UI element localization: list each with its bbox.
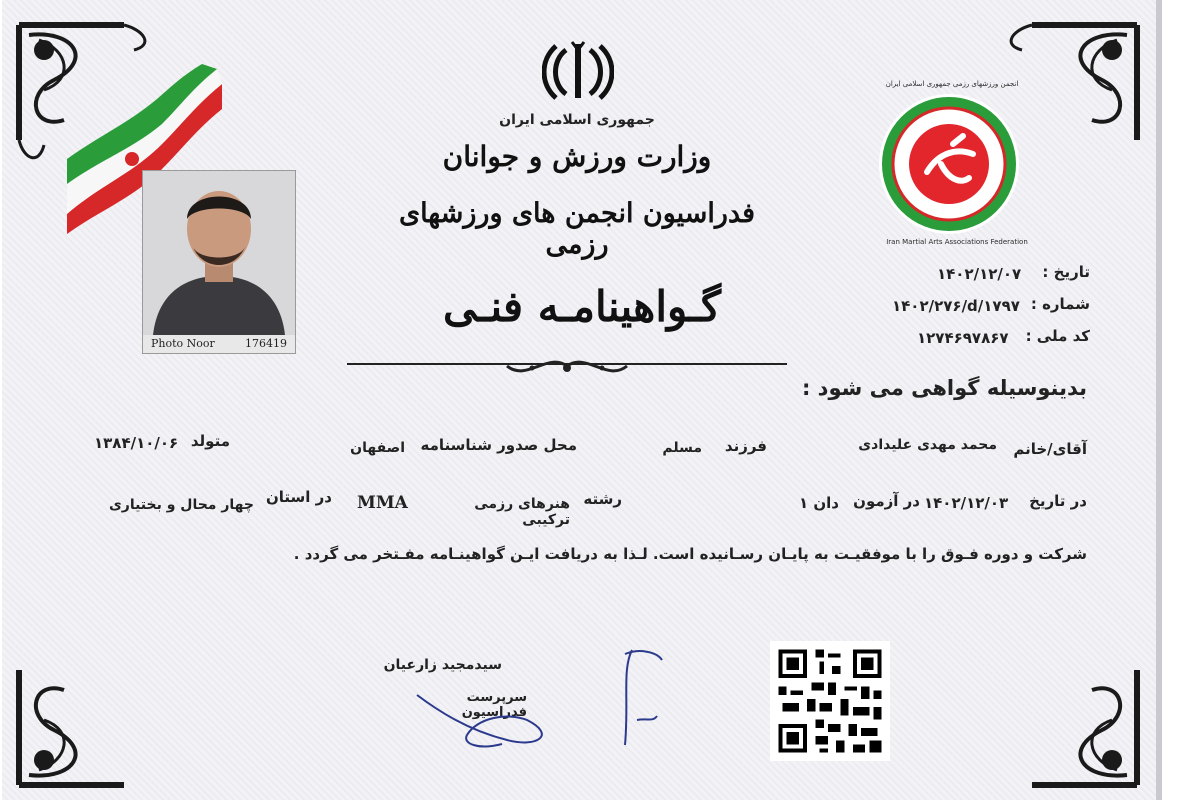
date-label: تاریخ : (1042, 263, 1090, 281)
date-value: ۱۴۰۲/۱۲/۰۷ (937, 265, 1022, 283)
closing-text: شرکت و دوره فـوق را با موفقیـت به پایـان رسـانیده است. لـذا به دریافت ایـن گواهینـامه مفـتخر می گردد . (293, 545, 1087, 563)
number-value: ۱۴۰۲/۲۷۶/d/۱۷۹۷ (892, 297, 1020, 315)
exam-date-label: در تاریخ (1029, 492, 1087, 510)
field-label: رشته (583, 490, 622, 508)
field-value: هنرهای رزمی ترکیبی (474, 496, 570, 528)
birth-date: ۱۳۸۴/۱۰/۰۶ (94, 434, 179, 452)
logo-arc-text-bottom: Iran Martial Arts Associations Federation (886, 238, 1028, 246)
government-title: جمهوری اسلامی ایران (499, 112, 655, 128)
exam-label: در آزمون (853, 492, 920, 510)
signer-role: سرپرست فدراسیون (461, 690, 527, 720)
national-id-label: کد ملی : (1025, 327, 1090, 345)
federation-logo-icon (869, 92, 1029, 237)
holder-photo (142, 170, 296, 354)
province-label: در استان (265, 488, 332, 506)
photo-caption (143, 335, 295, 353)
rank-value: دان ۱ (798, 494, 839, 512)
issue-place-label: محل صدور شناسنامه (420, 436, 577, 454)
issue-place: اصفهان (350, 440, 405, 456)
title-divider-ornament (347, 352, 787, 382)
logo-arc-text-top: انجمن ورزشهای رزمی جمهوری اسلامی ایران (885, 80, 1019, 88)
ornament-corner-bottom-left (14, 640, 164, 790)
full-name: محمد مهدی علیدادی (858, 437, 997, 453)
field-code: MMA (357, 493, 408, 513)
ministry-title: وزارت ورزش و جوانان (442, 140, 712, 173)
signature-icon (407, 640, 677, 760)
qr-code-icon[interactable] (770, 641, 890, 761)
province-value: چهار محال و بختیاری (108, 497, 254, 513)
photo-caption-left: Photo Noor (151, 337, 215, 350)
number-label: شماره : (1030, 295, 1090, 313)
exam-date: ۱۴۰۲/۱۲/۰۳ (924, 494, 1009, 512)
certificate-title: گـواهینامـه فنـی (443, 282, 721, 331)
born-label: متولد (190, 432, 230, 450)
national-id-value: ۱۲۷۴۶۹۷۸۶۷ (917, 329, 1009, 347)
father-name: مسلم (662, 440, 702, 456)
signer-name: سیدمجید زارعیان (383, 657, 502, 673)
photo-caption-right: 176419 (245, 337, 287, 350)
person-photo-icon (143, 171, 295, 335)
ornament-corner-bottom-right (992, 640, 1142, 790)
intro-text: بدینوسیله گواهی می شود : (801, 376, 1087, 400)
federation-title: فدراسیون انجمن های ورزشهای رزمی (398, 198, 756, 260)
certificate (2, 0, 1162, 800)
title-label: آقای/خانم (1013, 440, 1087, 458)
iran-emblem-icon (542, 40, 614, 102)
child-of-label: فرزند (724, 437, 767, 455)
